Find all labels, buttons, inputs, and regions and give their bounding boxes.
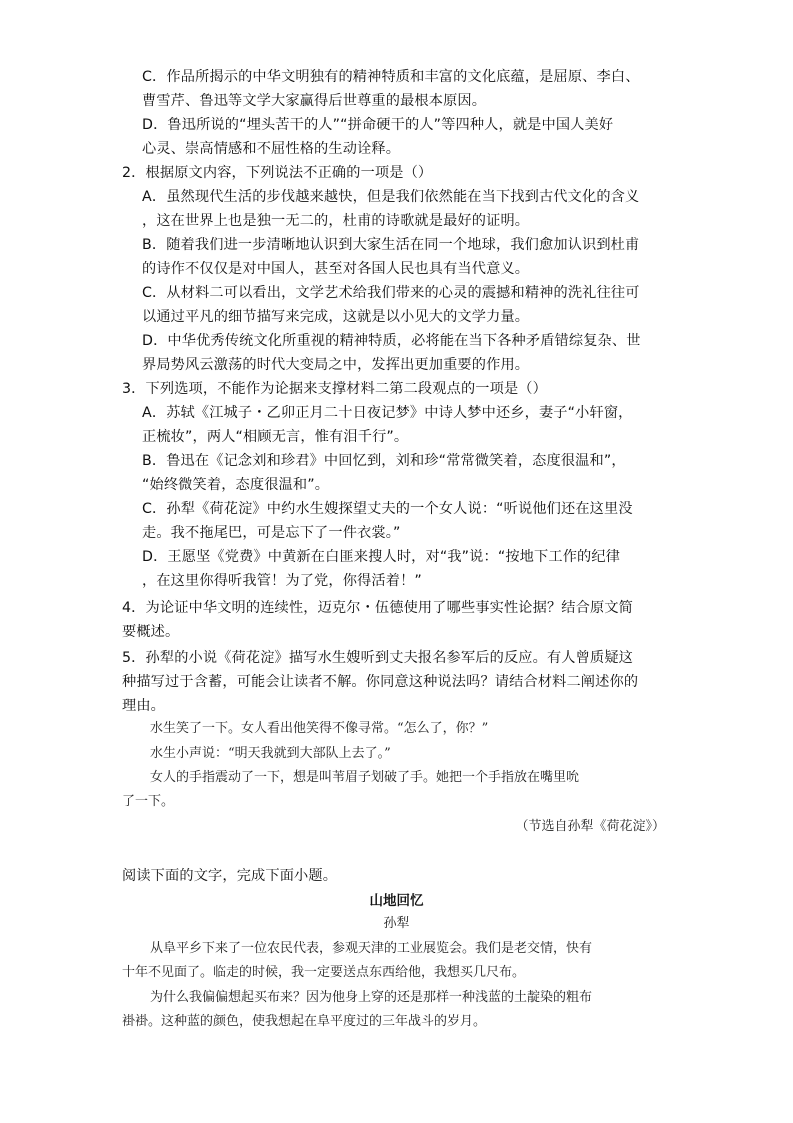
passage-author: 孙犁 — [383, 916, 410, 931]
excerpt-line4: 了一下。 — [122, 794, 175, 809]
q2-stem: 2．根据原文内容，下列说法不正确的一项是（） — [122, 165, 433, 181]
q1-option-c-line2: 曹雪芹、鲁迅等文学大家赢得后世尊重的最根本原因。 — [142, 93, 487, 109]
q3-stem: 3．下列选项，不能作为论据来支撑材料二第二段观点的一项是（） — [122, 381, 547, 397]
q3-option-c-line1: C．孙犁《荷花淀》中约水生嫂探望丈夫的一个女人说：“听说他们还在这里没 — [142, 501, 633, 517]
reading-instruction: 阅读下面的文字，完成下面小题。 — [122, 868, 338, 884]
q3-option-b-line2: “始终微笑着，态度很温和”。 — [142, 477, 330, 493]
q2-option-b-line2: 的诗作不仅仅是对中国人，甚至对各国人民也具有当代意义。 — [142, 261, 530, 277]
q1-option-c-line1: C．作品所揭示的中华文明独有的精神特质和丰富的文化底蕴，是屈原、李白、 — [142, 69, 640, 85]
q5-line2: 种描写过于含蓄，可能会让读者不解。你同意这种说法吗？请结合材料二阐述你的 — [122, 674, 639, 690]
excerpt-source: （节选自孙犁《荷花淀》） — [515, 819, 665, 834]
q3-option-d-line2: ，在这里你得听我管！为了党，你得活着！” — [142, 573, 422, 589]
q4-line2: 要概述。 — [122, 624, 180, 640]
q3-option-d-line1: D．王愿坚《党费》中黄新在白匪来搜人时，对“我”说：“按地下工作的纪律 — [142, 549, 621, 565]
passage-p1-line2: 十年不见面了。临走的时候，我一定要送点东西给他，我想买几尺布。 — [122, 965, 526, 980]
q5-line1: 5．孙犁的小说《荷花淀》描写水生嫂听到丈夫报名参军后的反应。有人曾质疑这 — [122, 650, 633, 666]
passage-p2-line1: 为什么我偏偏想起买布来？因为他身上穿的还是那样一种浅蓝的土靛染的粗布 — [150, 990, 593, 1005]
q2-option-d-line2: 界局势风云激荡的时代大变局之中，发挥出更加重要的作用。 — [142, 357, 530, 373]
q1-option-d-line1: D．鲁迅所说的“埋头苦干的人”“拼命硬干的人”等四种人，就是中国人美好 — [142, 117, 614, 133]
excerpt-line2: 水生小声说：“明天我就到大部队上去了。” — [150, 746, 391, 761]
q2-option-a-line2: ，这在世界上也是独一无二的，杜甫的诗歌就是最好的证明。 — [142, 213, 530, 229]
q3-option-c-line2: 走。我不拖尾巴，可是忘下了一件衣裳。” — [142, 525, 401, 541]
passage-p2-line2: 褂褂。这种蓝的颜色，使我想起在阜平度过的三年战斗的岁月。 — [122, 1014, 487, 1029]
q1-option-d-line2: 心灵、崇高情感和不屈性格的生动诠释。 — [142, 141, 401, 157]
q3-option-a-line1: A．苏轼《江城子・乙卯正月二十日夜记梦》中诗人梦中还乡，妻子“小轩窗， — [142, 405, 633, 421]
excerpt-line1: 水生笑了一下。女人看出他笑得不像寻常。“怎么了，你？” — [150, 721, 489, 736]
passage-title: 山地回忆 — [369, 893, 424, 909]
passage-p1-line1: 从阜平乡下来了一位农民代表，参观天津的工业展览会。我们是老交情，快有 — [150, 941, 593, 956]
q5-line3: 理由。 — [122, 698, 166, 714]
q4-line1: 4．为论证中华文明的连续性，迈克尔・伍德使用了哪些事实性论据？结合原文简 — [122, 600, 633, 616]
q2-option-a-line1: A．虽然现代生活的步伐越来越快，但是我们依然能在当下找到古代文化的含义 — [142, 189, 640, 205]
q2-option-d-line1: D．中华优秀传统文化所重视的精神特质，必将能在当下各种矛盾错综复杂、世 — [142, 333, 641, 349]
q2-option-c-line2: 以通过平凡的细节描写来完成，这就是以小见大的文学力量。 — [142, 309, 530, 325]
excerpt-line3: 女人的手指震动了一下，想是叫苇眉子划破了手。她把一个手指放在嘴里吮 — [150, 770, 580, 785]
q3-option-a-line2: 正梳妆”，两人“相顾无言，惟有泪千行”。 — [142, 429, 409, 445]
q2-option-b-line1: B．随着我们进一步清晰地认识到大家生活在同一个地球，我们愈加认识到杜甫 — [142, 237, 640, 253]
q2-option-c-line1: C．从材料二可以看出，文学艺术给我们带来的心灵的震撼和精神的洗礼往往可 — [142, 285, 640, 301]
q3-option-b-line1: B．鲁迅在《记念刘和珍君》中回忆到，刘和珍“常常微笑着，态度很温和”， — [142, 453, 626, 469]
